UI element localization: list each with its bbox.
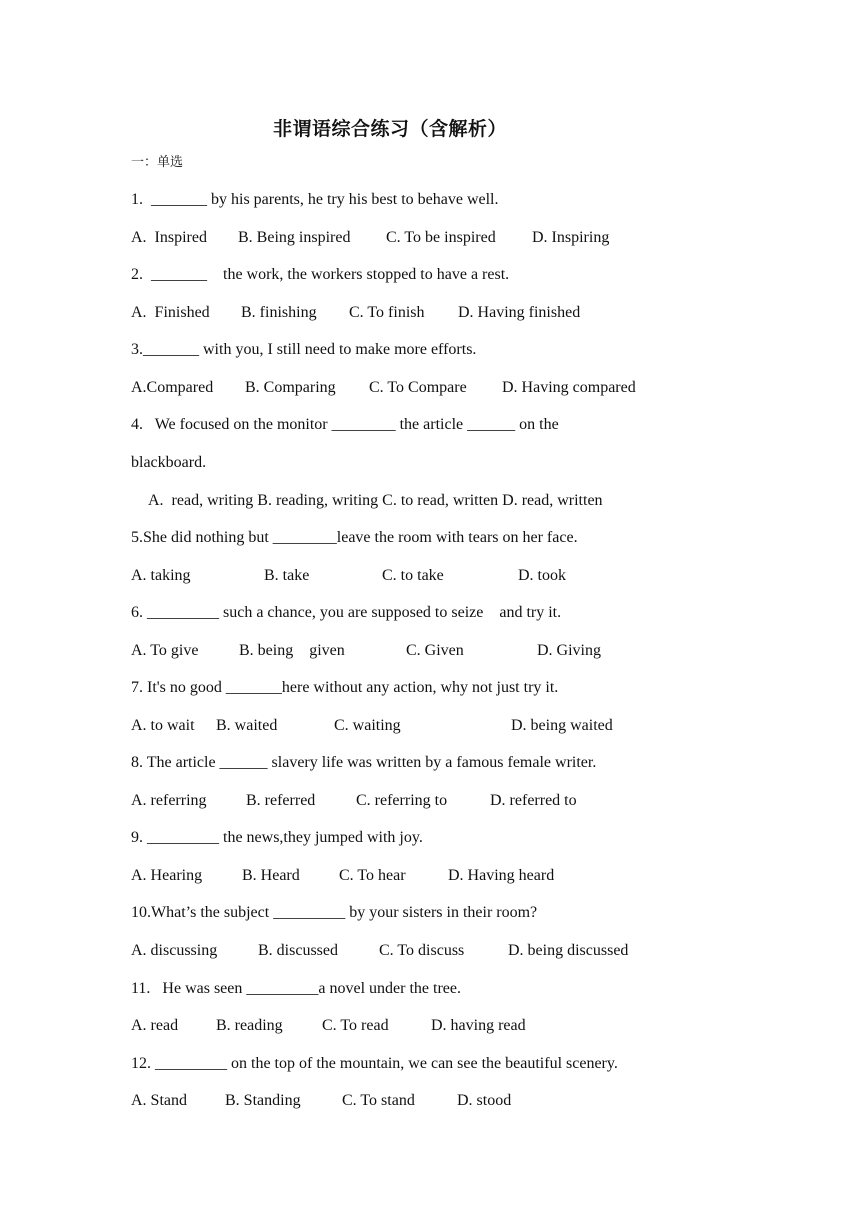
question-1: 1. _______ by his parents, he try his best to behave well. (131, 191, 499, 208)
section-heading: 一：单选 (131, 155, 184, 170)
option-5a: A. taking (131, 567, 191, 584)
option-6a: A. To give (131, 642, 199, 659)
option-9d: D. Having heard (448, 867, 555, 884)
option-12d: D. stood (457, 1092, 512, 1109)
option-11a: A. read (131, 1017, 179, 1034)
option-7b: B. waited (216, 717, 278, 734)
option-10b: B. discussed (258, 942, 338, 959)
option-9a: A. Hearing (131, 867, 203, 884)
option-1b: B. Being inspired (238, 229, 351, 246)
question-5: 5.She did nothing but ________leave the room with tears on her face. (131, 529, 578, 546)
option-12c: C. To stand (342, 1092, 415, 1109)
question-11: 11. He was seen _________a novel under the tree. (131, 980, 461, 997)
option-3a: A.Compared (131, 379, 214, 396)
option-11c: C. To read (322, 1017, 389, 1034)
option-12a: A. Stand (131, 1092, 187, 1109)
option-8c: C. referring to (356, 792, 448, 809)
option-3c: C. To Compare (369, 379, 467, 396)
question-10: 10.What’s the subject _________ by your sisters in their room? (131, 904, 538, 921)
option-8a: A. referring (131, 792, 207, 809)
option-11d: D. having read (431, 1017, 526, 1034)
option-5c: C. to take (382, 567, 444, 584)
option-6c: C. Given (406, 642, 464, 659)
question-3: 3._______ with you, I still need to make more efforts. (131, 341, 477, 358)
option-8d: D. referred to (490, 792, 577, 809)
option-5d: D. took (518, 567, 566, 584)
option-1a: A. Inspired (131, 229, 207, 246)
option-2d: D. Having finished (458, 304, 581, 321)
option-3d: D. Having compared (502, 379, 636, 396)
option-2b: B. finishing (241, 304, 317, 321)
page-title: 非谓语综合练习（含解析） (272, 118, 507, 140)
option-6b: B. being given (239, 642, 345, 659)
question-6: 6. _________ such a chance, you are supposed to seize and try it. (131, 604, 562, 621)
question-2: 2. _______ the work, the workers stopped to have a rest. (131, 266, 510, 283)
option-6d: D. Giving (537, 642, 601, 659)
option-9c: C. To hear (339, 867, 406, 884)
question-9: 9. _________ the news,they jumped with joy. (131, 829, 423, 846)
options-4: A. read, writing B. reading, writing C. to read, written D. read, written (148, 492, 603, 509)
question-8: 8. The article ______ slavery life was written by a famous female writer. (131, 754, 597, 771)
option-5b: B. take (264, 567, 310, 584)
question-12: 12. _________ on the top of the mountain, we can see the beautiful scenery. (131, 1055, 618, 1072)
option-9b: B. Heard (242, 867, 300, 884)
question-4-continued: blackboard. (131, 454, 207, 471)
option-2a: A. Finished (131, 304, 210, 321)
option-7a: A. to wait (131, 717, 195, 734)
option-12b: B. Standing (225, 1092, 301, 1109)
option-10d: D. being discussed (508, 942, 629, 959)
option-8b: B. referred (246, 792, 316, 809)
option-10a: A. discussing (131, 942, 218, 959)
question-4: 4. We focused on the monitor ________ the article ______ on the (131, 416, 559, 433)
question-7: 7. It's no good _______here without any action, why not just try it. (131, 679, 559, 696)
option-7d: D. being waited (511, 717, 613, 734)
option-2c: C. To finish (349, 304, 425, 321)
option-7c: C. waiting (334, 717, 401, 734)
option-3b: B. Comparing (245, 379, 336, 396)
option-1d: D. Inspiring (532, 229, 610, 246)
option-1c: C. To be inspired (386, 229, 496, 246)
option-10c: C. To discuss (379, 942, 465, 959)
option-11b: B. reading (216, 1017, 283, 1034)
